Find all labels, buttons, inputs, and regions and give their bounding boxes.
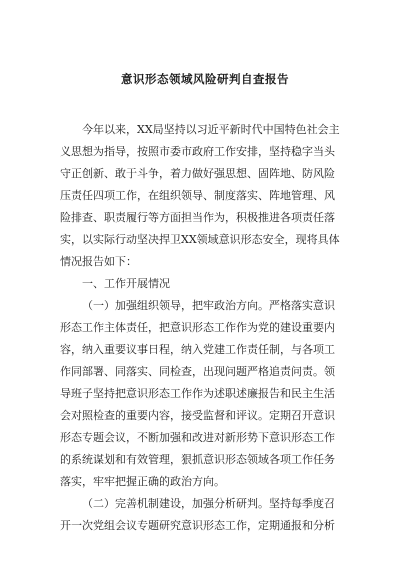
- paragraph-line: 容，纳入重要议事日程，纳入党建工作责任制，与各项工: [60, 343, 335, 356]
- paragraph-line: 开一次党组会议专题研究意识形态工作，定期通报和分析: [60, 519, 335, 532]
- section-heading: 一、工作开展情况: [82, 277, 170, 290]
- paragraph-line: 形态专题会议，不断加强和改进对新形势下意识形态工作: [60, 431, 335, 444]
- paragraph-line: 义思想为指导，按照市委市政府工作安排，坚持稳字当头: [60, 145, 335, 158]
- paragraph-line: 守正创新、敢于斗争，着力做好强思想、固阵地、防风险: [60, 167, 335, 180]
- paragraph-line: 形态工作主体责任，把意识形态工作作为党的建设重要内: [60, 321, 335, 334]
- paragraph-line: 实，以实际行动坚决捍卫XX领域意识形态安全，现将具体: [60, 233, 340, 246]
- paragraph-line: 会对照检查的重要内容，接受监督和评议。定期召开意识: [60, 409, 335, 422]
- paragraph-line: 情况报告如下：: [60, 255, 137, 268]
- document-title: 意识形态领域风险研判自查报告: [121, 72, 289, 86]
- paragraph-line: 落实，牢牢把握正确的政治方向。: [60, 475, 225, 488]
- paragraph-line: 压责任四项工作，在组织领导、制度落实、阵地管理、风: [60, 189, 335, 202]
- paragraph-line: （一）加强组织领导，把牢政治方向。严格落实意识: [82, 299, 335, 312]
- paragraph-line: 今年以来，XX局坚持以习近平新时代中国特色社会主: [82, 123, 340, 136]
- paragraph-line: （二）完善机制建设，加强分析研判。坚持每季度召: [82, 497, 335, 510]
- paragraph-line: 险排查、职责履行等方面担当作为，积极推进各项责任落: [60, 211, 335, 224]
- paragraph-line: 导班子坚持把意识形态工作作为述职述廉报告和民主生活: [60, 387, 335, 400]
- paragraph-line: 的系统谋划和有效管理，狠抓意识形态领域各项工作任务: [60, 453, 335, 466]
- paragraph-line: 作同部署、同落实、同检查，出现问题严格追责问责。领: [60, 365, 335, 378]
